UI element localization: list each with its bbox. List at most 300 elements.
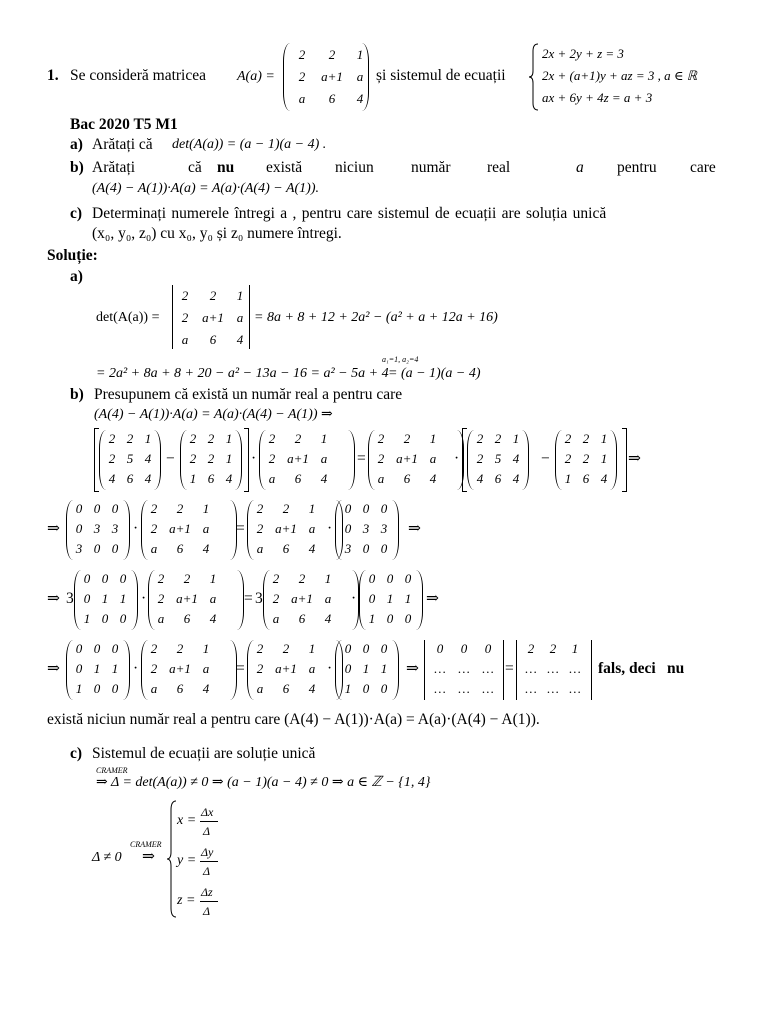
matrix	[516, 640, 592, 700]
matrix-cell: 0	[111, 681, 119, 696]
matrix-cell: 1	[320, 431, 328, 446]
matrix-cell: 0	[344, 501, 352, 516]
matrix-cell: …	[547, 661, 559, 676]
matrix-cell: 4	[476, 471, 484, 486]
undefined: ⇒	[408, 520, 421, 537]
matrix-cell: a	[256, 681, 264, 696]
equation-system	[542, 43, 697, 109]
matrix-cell: 1	[111, 661, 119, 676]
matrix-cell: 2	[377, 451, 385, 466]
matrix-cell: 4	[202, 681, 210, 696]
det-matrix-cells	[174, 285, 250, 351]
matrix-cell: 0	[344, 521, 352, 536]
matrix	[335, 500, 399, 560]
matrix-cell: 0	[362, 541, 370, 556]
matrix-cell: 0	[75, 661, 83, 676]
matrix-cells	[428, 639, 500, 699]
matrix-cells	[184, 429, 238, 489]
matrix-cell: 1	[209, 571, 217, 586]
cramer-denominator: Δ	[203, 904, 211, 918]
undefined: ⇒	[47, 660, 60, 677]
matrix-cell: 1	[571, 641, 579, 656]
matrix-cell: a+1	[275, 661, 297, 676]
matrix-cell: 4	[324, 611, 332, 626]
matrix-A-cells	[289, 44, 371, 110]
problem-intro: Se consideră matricea	[70, 67, 206, 84]
matrix-cell: 5	[494, 451, 502, 466]
matrix-cell: a+1	[287, 451, 309, 466]
roots-note: a₁=1, a₂=4	[382, 355, 419, 364]
part-c-text2: (x₀, y₀, z₀) cu x₀, y₀ și z₀ numere întregi.	[92, 225, 342, 242]
undefined: ·	[251, 450, 257, 467]
undefined: ·	[454, 450, 460, 467]
matrix-cell: 2	[108, 451, 116, 466]
solution-c-text: Sistemul de ecuații are soluție unică	[92, 745, 316, 762]
matrix-cell: 0	[83, 571, 91, 586]
matrix-cell: a	[209, 591, 217, 606]
cramer-denominator: Δ	[203, 824, 211, 838]
matrix-cell: 1	[202, 641, 210, 656]
matrix	[180, 430, 242, 490]
matrix-cell: a	[268, 471, 276, 486]
equation-3: ax + 6y + 4z = a + 3	[542, 90, 653, 105]
matrix-cell: 2	[476, 451, 484, 466]
matrix-cell: 2	[207, 431, 215, 446]
matrix-cell: 1	[429, 431, 437, 446]
matrix-cell: 6	[209, 332, 217, 347]
conclusion-text: există niciun număr real a pentru care (A(4) − A(1))·A(a) = A(a)·(A(4) − A(1)).	[47, 711, 540, 728]
problem-number: 1.	[47, 67, 59, 84]
equation-2: 2x + (a+1)y + az = 3 , a ∈ ℝ	[542, 68, 698, 83]
matrix-cell: 2	[126, 431, 134, 446]
matrix-cell: 2	[582, 451, 590, 466]
matrix-cell: 2	[268, 431, 276, 446]
part-b-word: există	[266, 159, 303, 176]
matrix-cell: 2	[298, 69, 306, 84]
solution-title: Soluție:	[47, 247, 98, 264]
matrix-cell: a+1	[176, 591, 198, 606]
matrix-cells	[145, 499, 215, 559]
matrix-cell: 2	[150, 641, 158, 656]
matrix-A	[283, 43, 369, 111]
matrix-cell: 0	[368, 571, 376, 586]
matrix-cell: a	[157, 611, 165, 626]
cramer-var: x =	[177, 813, 197, 828]
matrix-cell: …	[458, 681, 470, 696]
matrix-cell: 6	[282, 681, 290, 696]
matrix-cell: …	[569, 681, 581, 696]
part-b-word: număr	[411, 159, 451, 176]
undefined: −	[541, 450, 550, 467]
matrix-cell: 1	[324, 571, 332, 586]
det-lhs: det(A(a)) =	[96, 310, 160, 325]
matrix-cell: 2	[181, 310, 189, 325]
part-b-expr: (A(4) − A(1))·A(a) = A(a)·(A(4) − A(1)).	[92, 181, 319, 196]
matrix-cell: 2	[564, 431, 572, 446]
matrix-cell: …	[458, 661, 470, 676]
matrix-cell: 1	[380, 661, 388, 676]
matrix-cell: 2	[272, 571, 280, 586]
matrix-cell: 2	[476, 431, 484, 446]
matrix-cell: 4	[356, 91, 364, 106]
undefined: ·	[133, 660, 139, 677]
matrix-cell: 6	[494, 471, 502, 486]
matrix-cells	[471, 429, 525, 489]
cramer-numerator: Δz	[201, 885, 213, 899]
part-a-text: Arătați că	[92, 136, 153, 153]
matrix-cell: a	[356, 69, 364, 84]
matrix-cells	[70, 499, 124, 559]
matrix-cell: 1	[75, 681, 83, 696]
matrix-cell: 0	[101, 611, 109, 626]
cramer-numerator: Δx	[201, 805, 214, 819]
undefined: ·	[351, 590, 357, 607]
matrix-cell: 1	[225, 431, 233, 446]
undefined: ⇒	[406, 660, 419, 677]
matrix	[141, 500, 237, 560]
matrix-cell: …	[434, 681, 446, 696]
matrix-cells	[78, 569, 132, 629]
part-b-word: nu	[217, 159, 235, 176]
undefined: ·	[327, 660, 333, 677]
matrix-cell: 6	[176, 681, 184, 696]
and-system-text: și sistemul de ecuații	[376, 67, 506, 84]
matrix-cell: 0	[436, 641, 444, 656]
matrix-cell: 6	[328, 91, 336, 106]
matrix-cell: 1	[344, 681, 352, 696]
cramer-note-2: CRAMER	[130, 840, 162, 849]
matrix-cell: 0	[75, 521, 83, 536]
matrix-cell: 4	[236, 332, 244, 347]
matrix-cell: 2	[189, 431, 197, 446]
part-b-word: pentru	[617, 159, 657, 176]
undefined: ⇒	[426, 590, 439, 607]
matrix-cell: 6	[298, 611, 306, 626]
matrix	[368, 430, 464, 490]
cramer-var: y =	[177, 853, 197, 868]
matrix	[263, 570, 359, 630]
undefined: ⇒	[628, 450, 641, 467]
part-b-word: real	[487, 159, 511, 176]
matrix-cell: 6	[403, 471, 411, 486]
part-b-label: b)	[70, 159, 84, 176]
undefined: ·	[133, 520, 139, 537]
matrix-cell: 4	[308, 681, 316, 696]
matrix-cell: 0	[368, 591, 376, 606]
matrix	[66, 500, 130, 560]
matrix-cell: 0	[111, 641, 119, 656]
solution-b-text: Presupunem că există un număr real a pentru care	[94, 386, 403, 403]
matrix-cell: 0	[460, 641, 468, 656]
matrix-cell: a	[308, 521, 316, 536]
undefined: ·	[141, 590, 147, 607]
matrix-cell: 0	[119, 571, 127, 586]
matrix-cell: …	[434, 661, 446, 676]
matrix-cell: 2	[282, 641, 290, 656]
matrix-cell: 0	[101, 571, 109, 586]
matrix-cells	[363, 569, 417, 629]
matrix	[467, 430, 529, 490]
bracket	[244, 428, 249, 492]
matrix	[99, 430, 161, 490]
matrix-cell: 4	[429, 471, 437, 486]
matrix-cell: 4	[512, 471, 520, 486]
matrix-cell: 2	[403, 431, 411, 446]
matrix-cell: 2	[256, 521, 264, 536]
matrix-cell: 2	[527, 641, 535, 656]
matrix-cells	[251, 499, 321, 559]
matrix-cell: 0	[344, 661, 352, 676]
matrix-cell: 2	[268, 451, 276, 466]
equation-1: 2x + 2y + z = 3	[542, 46, 624, 61]
matrix-cells	[339, 499, 393, 559]
matrix-cell: 0	[404, 571, 412, 586]
matrix-cell: 1	[93, 661, 101, 676]
matrix-cell: 0	[83, 591, 91, 606]
matrix-cell: 2	[176, 501, 184, 516]
matrix-cell: 1	[404, 591, 412, 606]
matrix-cell: a	[377, 471, 385, 486]
matrix-cell: 4	[600, 471, 608, 486]
matrix-cell: 4	[225, 471, 233, 486]
undefined: 3	[66, 590, 74, 607]
matrix-cell: 6	[282, 541, 290, 556]
matrix-cell: a+1	[169, 661, 191, 676]
part-b-word: a	[576, 159, 584, 176]
bracket	[622, 428, 627, 492]
matrix-cell: 5	[126, 451, 134, 466]
cramer-arrow: ⇒	[142, 848, 155, 865]
matrix-cell: 3	[362, 521, 370, 536]
matrix-cell: …	[525, 661, 537, 676]
matrix-cell: a+1	[321, 69, 343, 84]
undefined: =	[236, 520, 245, 537]
matrix-cell: 2	[150, 521, 158, 536]
matrix-cell: a	[429, 451, 437, 466]
matrix-cell: a	[202, 521, 210, 536]
matrix-cell: …	[569, 661, 581, 676]
false-text: fals, deci	[598, 660, 656, 677]
matrix-cell: 0	[111, 501, 119, 516]
matrix-cell: 1	[308, 501, 316, 516]
matrix-cell: 2	[209, 288, 217, 303]
matrix-cell: 2	[256, 641, 264, 656]
matrix	[555, 430, 617, 490]
matrix-cell: 0	[380, 541, 388, 556]
undefined: =	[357, 450, 366, 467]
matrix-cell: 6	[294, 471, 302, 486]
matrix-cell: 1	[356, 47, 364, 62]
matrix-cell: 1	[600, 431, 608, 446]
matrix	[424, 640, 504, 700]
matrix-cell: 2	[294, 431, 302, 446]
matrix-cell: 4	[108, 471, 116, 486]
part-c-label: c)	[70, 205, 83, 222]
matrix-cell: …	[482, 661, 494, 676]
matrix-cells	[103, 429, 157, 489]
matrix-cell: a	[202, 661, 210, 676]
matrix-cell: 4	[209, 611, 217, 626]
matrix-cell: 0	[93, 641, 101, 656]
matrix-cells	[263, 429, 333, 489]
false-nu: nu	[667, 660, 685, 677]
matrix-cell: 6	[126, 471, 134, 486]
matrix-cell: 2	[150, 661, 158, 676]
solution-c-label: c)	[70, 745, 83, 762]
matrix-cell: 3	[380, 521, 388, 536]
delta-ne-zero: Δ ≠ 0	[92, 850, 122, 865]
matrix-cell: 4	[144, 471, 152, 486]
matrix-cell: 2	[157, 571, 165, 586]
matrix-cell: a+1	[275, 521, 297, 536]
part-b-word: că	[188, 159, 202, 176]
part-b-word: niciun	[335, 159, 374, 176]
matrix-cells	[559, 429, 613, 489]
matrix-name: A(a) =	[237, 69, 275, 84]
matrix-cell: 0	[93, 501, 101, 516]
matrix-cell: 1	[512, 431, 520, 446]
system-brace	[528, 43, 540, 115]
matrix-cell: …	[525, 681, 537, 696]
matrix-cell: 4	[144, 451, 152, 466]
matrix-cell: 2	[256, 661, 264, 676]
cramer-var: z =	[177, 893, 196, 908]
matrix-cell: 0	[93, 541, 101, 556]
undefined: =	[236, 660, 245, 677]
cramer-note: CRAMER	[96, 766, 128, 775]
matrix-cell: 0	[362, 681, 370, 696]
matrix-cell: a+1	[169, 521, 191, 536]
matrix-cell: 4	[320, 471, 328, 486]
matrix-cell: 0	[119, 611, 127, 626]
matrix-cell: 2	[582, 431, 590, 446]
matrix-cell: a	[150, 541, 158, 556]
matrix-cell: 1	[144, 431, 152, 446]
matrix-cell: 1	[236, 288, 244, 303]
det-matrix	[172, 285, 250, 349]
cramer-numerator: Δy	[201, 845, 214, 859]
matrix-cell: 0	[75, 501, 83, 516]
matrix-cell: 0	[344, 641, 352, 656]
matrix-cell: a	[256, 541, 264, 556]
part-a-label: a)	[70, 136, 83, 153]
matrix-cell: 2	[183, 571, 191, 586]
matrix-cell: 2	[564, 451, 572, 466]
matrix-cell: 1	[83, 611, 91, 626]
matrix-cell: 6	[183, 611, 191, 626]
matrix-cell: 0	[362, 501, 370, 516]
matrix-cell: 2	[282, 501, 290, 516]
undefined: ·	[327, 520, 333, 537]
matrix-cells	[372, 429, 442, 489]
det-rhs: = 8a + 8 + 12 + 2a² − (a² + a + 12a + 16)	[254, 310, 498, 325]
matrix-cell: 0	[362, 641, 370, 656]
cramer-denominator: Δ	[203, 864, 211, 878]
det-line2: = 2a² + 8a + 8 + 20 − a² − 13a − 16 = a² − 5a + 4	[96, 366, 389, 381]
matrix-cell: 0	[386, 571, 394, 586]
matrix-cells	[339, 639, 393, 699]
matrix-cell: 6	[176, 541, 184, 556]
matrix-cell: 3	[111, 521, 119, 536]
matrix	[148, 570, 244, 630]
matrix-cell: 2	[549, 641, 557, 656]
matrix-cell: 0	[380, 681, 388, 696]
matrix-cell: 4	[202, 541, 210, 556]
matrix-cell: 6	[582, 471, 590, 486]
matrix-cell: …	[482, 681, 494, 696]
matrix-cell: a	[272, 611, 280, 626]
solution-b-expr: (A(4) − A(1))·A(a) = A(a)·(A(4) − A(1)) ⇒	[94, 407, 333, 422]
matrix-cell: a	[298, 91, 306, 106]
matrix-cell: 3	[93, 521, 101, 536]
matrix-cell: 1	[368, 611, 376, 626]
matrix-cell: 1	[189, 471, 197, 486]
undefined: ⇒	[47, 590, 60, 607]
matrix-cell: 0	[111, 541, 119, 556]
matrix-cell: 1	[564, 471, 572, 486]
matrix-cell: 0	[404, 611, 412, 626]
matrix-cell: 2	[189, 451, 197, 466]
matrix-cell: a	[320, 451, 328, 466]
matrix-cell: a+1	[291, 591, 313, 606]
matrix-cell: a	[150, 681, 158, 696]
matrix-cells	[152, 569, 222, 629]
undefined: =	[244, 590, 253, 607]
matrix-cell: 0	[386, 611, 394, 626]
matrix	[335, 640, 399, 700]
matrix-cell: a	[324, 591, 332, 606]
matrix-cell: a	[308, 661, 316, 676]
matrix-cell: 4	[308, 541, 316, 556]
matrix-cells	[520, 639, 586, 699]
part-a-expr: det(A(a)) = (a − 1)(a − 4) .	[172, 137, 327, 152]
matrix-cells	[251, 639, 321, 699]
source-label: Bac 2020 T5 M1	[70, 116, 178, 133]
matrix-cell: 0	[380, 501, 388, 516]
brace-icon	[528, 43, 540, 111]
matrix-cell: 1	[600, 451, 608, 466]
matrix-cell: 2	[272, 591, 280, 606]
solution-b-label: b)	[70, 386, 84, 403]
matrix-cell: 1	[308, 641, 316, 656]
matrix-cells	[145, 639, 215, 699]
matrix-cell: 2	[150, 501, 158, 516]
matrix	[141, 640, 237, 700]
undefined: 3	[255, 590, 263, 607]
part-b-word: care	[690, 159, 716, 176]
solution-c-line1: ⇒ Δ = det(A(a)) ≠ 0 ⇒ (a − 1)(a − 4) ≠ 0 ⇒ a ∈ ℤ − {1, 4}	[96, 775, 431, 790]
undefined: ⇒	[47, 520, 60, 537]
matrix-cell: 1	[225, 451, 233, 466]
matrix-cell: 2	[494, 431, 502, 446]
matrix-cell: 2	[256, 501, 264, 516]
det-line2-end: = (a − 1)(a − 4)	[388, 366, 481, 381]
matrix-cell: 1	[202, 501, 210, 516]
undefined: −	[166, 450, 175, 467]
matrix-cell: 2	[377, 431, 385, 446]
solution-a-label: a)	[70, 268, 83, 285]
matrix-cells	[70, 639, 124, 699]
matrix	[74, 570, 138, 630]
matrix-cell: 0	[93, 681, 101, 696]
matrix-cell: 4	[512, 451, 520, 466]
matrix-cell: …	[547, 681, 559, 696]
matrix-cell: 2	[298, 47, 306, 62]
matrix-cell: 1	[386, 591, 394, 606]
matrix-cell: 2	[157, 591, 165, 606]
matrix-cell: a	[236, 310, 244, 325]
part-b-word: Arătați	[92, 159, 136, 176]
